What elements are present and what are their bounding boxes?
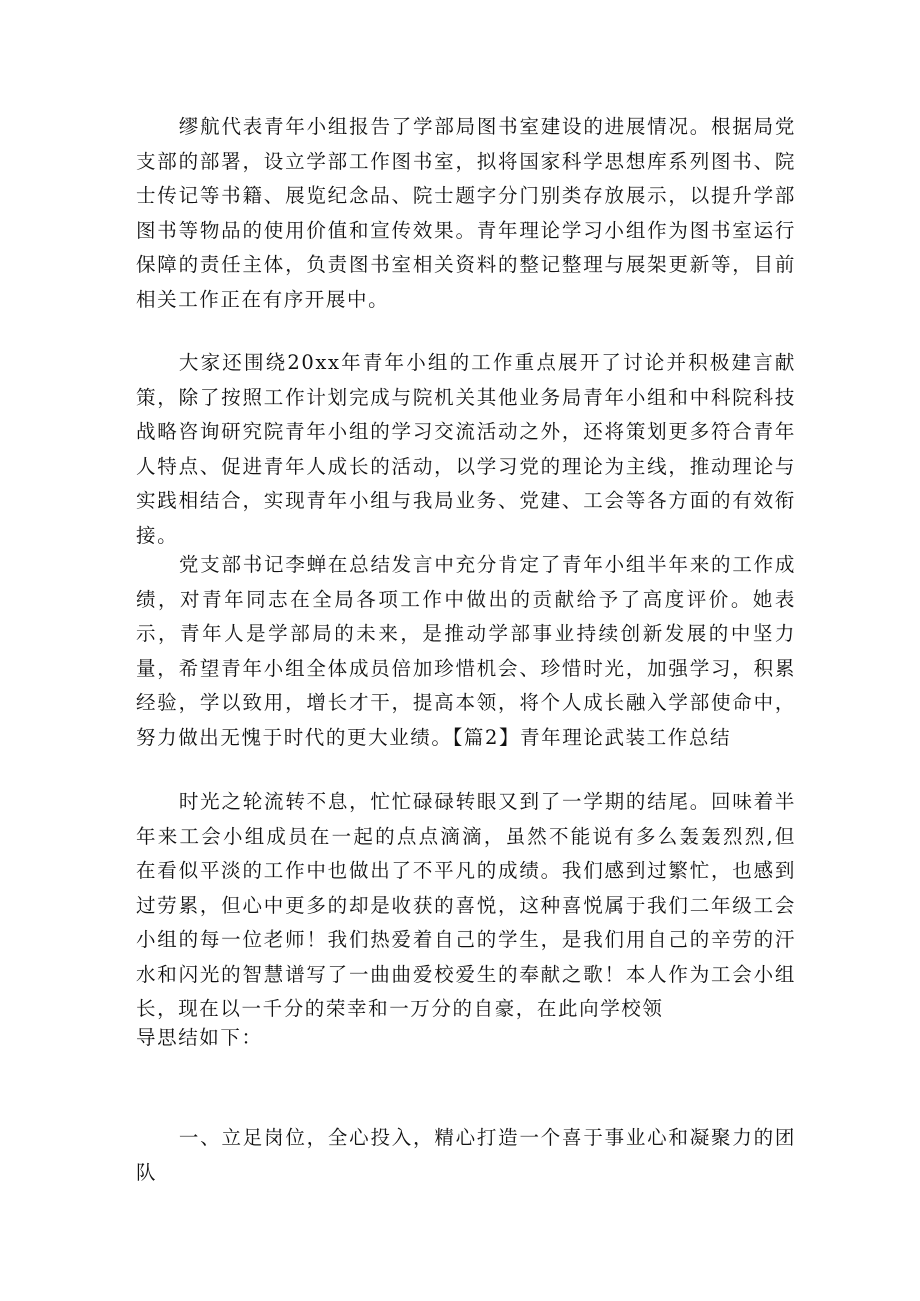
paragraph-union-review: 时光之轮流转不息，忙忙碌碌转眼又到了一学期的结尾。回味着半年来工会小组成员在一起的点点滴滴，虽然不能说有多么轰轰烈烈,但在看似平淡的工作中也做出了不平凡的成绩。我们感到过繁忙，也感到过劳累，但心中更多的却是收获的喜悦，这种喜悦属于我们二年级工会小组的每一位老师！我们热爱着自己的学生，是我们用自己的辛劳的汗水和闪光的智慧谱写了一曲曲爱校爱生的奉献之歌！本人作为工会小组长，现在以一千分的荣幸和一万分的自豪，在此向学校领 [136,790,796,1020]
paragraph-work-discussion: 大家还围绕20xx年青年小组的工作重点展开了讨论并积极建言献策，除了按照工作计划完成与院机关其他业务局青年小组和中科院科技战略咨询研究院青年小组的学习交流活动之外，还将策划更多符合青年人特点、促进青年人成长的活动，以学习党的理论为主线，推动理论与实践相结合，实现青年小组与我局业务、党建、工会等各方面的有效衔接。 [136,351,796,547]
paragraph-library-progress: 缪航代表青年小组报告了学部局图书室建设的进展情况。根据局党支部的部署，设立学部工作图书室，拟将国家科学思想库系列图书、院士传记等书籍、展览纪念品、院士题字分门别类存放展示，以提升学部图书等物品的使用价值和宣传效果。青年理论学习小组作为图书室运行保障的责任主体，负责图书室相关资料的整记整理与展架更新等，目前相关工作正在有序开展中。 [136,115,796,311]
paragraph-secretary-summary: 党支部书记李蝉在总结发言中充分肯定了青年小组半年来的工作成绩，对青年同志在全局各项工作中做出的贡献给予了高度评价。她表示，青年人是学部局的未来，是推动学部事业持续创新发展的中坚力量，希望青年小组全体成员倍加珍惜机会、珍惜时光，加强学习，积累经验，学以致用，增长才干，提高本领，将个人成长融入学部使命中，努力做出无愧于时代的更大业绩。【篇2】青年理论武装工作总结 [136,553,796,749]
paragraph-continuation: 导思结如下： [136,1026,263,1049]
section-heading-one: 一、立足岗位，全心投入，精心打造一个喜于事业心和凝聚力的团队 [136,1126,796,1184]
